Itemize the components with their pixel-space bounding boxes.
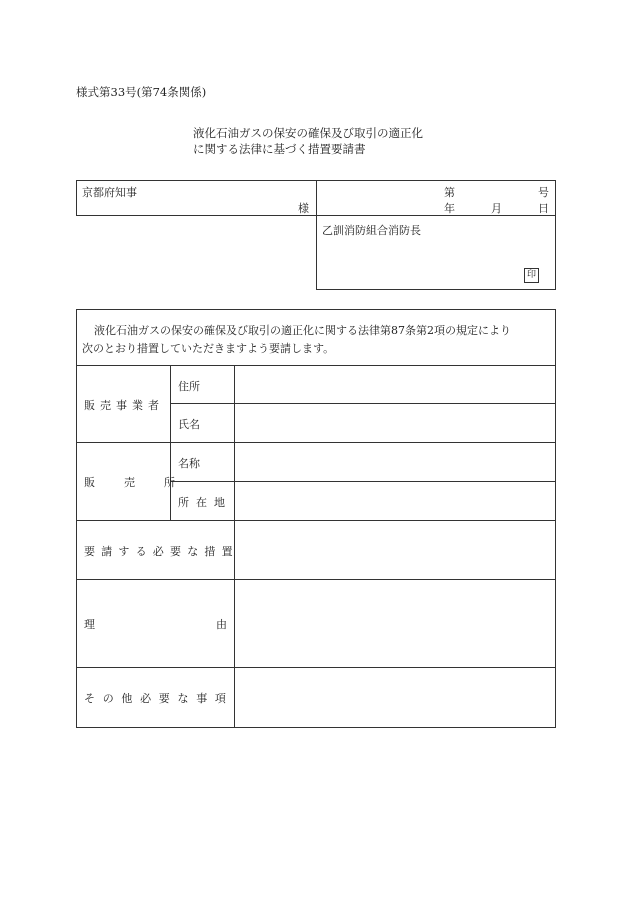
sender: 乙訓消防組合消防長 (322, 224, 421, 237)
form-number: 様式第33号(第74条関係) (76, 85, 207, 99)
label-address-1: 住所 (178, 380, 200, 393)
document-title (193, 125, 423, 157)
label-reason-right: 由 (216, 618, 227, 631)
label-reason-left: 理 (84, 618, 95, 631)
date-year: 年 (444, 202, 455, 215)
location-input-cell[interactable] (235, 482, 555, 520)
other-matters-input-cell[interactable] (235, 668, 555, 727)
label-seller-business: 販売事業者 (84, 399, 164, 412)
label-name: 氏名 (178, 418, 200, 431)
date-month: 月 (491, 202, 502, 215)
label-other-matters: その他必要な事項 (84, 692, 234, 705)
request-body-line-2: 次のとおり措置していただきますよう要請します。 (82, 342, 335, 355)
doc-no-prefix: 第 (444, 186, 455, 199)
address-input-cell[interactable] (235, 366, 555, 403)
title-line-1: 液化石油ガスの保安の確保及び取引の適正化 (193, 126, 423, 140)
date-day: 日 (538, 202, 549, 215)
name-input-cell[interactable] (235, 404, 555, 442)
title-line-2: に関する法律に基づく措置要請書 (193, 142, 366, 156)
recipient: 京都府知事 (82, 186, 137, 199)
office-name-input-cell[interactable] (235, 443, 555, 481)
label-required-measures: 要請する必要な措置 (84, 545, 239, 558)
honorific: 様 (298, 202, 309, 215)
reason-input-cell[interactable] (235, 580, 555, 667)
required-measures-input-cell[interactable] (235, 521, 555, 579)
request-body-line-1: 液化石油ガスの保安の確保及び取引の適正化に関する法律第87条第2項の規定により (94, 324, 511, 337)
label-location: 所在地 (178, 496, 232, 509)
label-office-name: 名称 (178, 457, 200, 470)
seal-mark: 印 (524, 268, 539, 283)
doc-no-suffix: 号 (538, 186, 549, 199)
label-sales-office: 販売所 (84, 476, 204, 489)
